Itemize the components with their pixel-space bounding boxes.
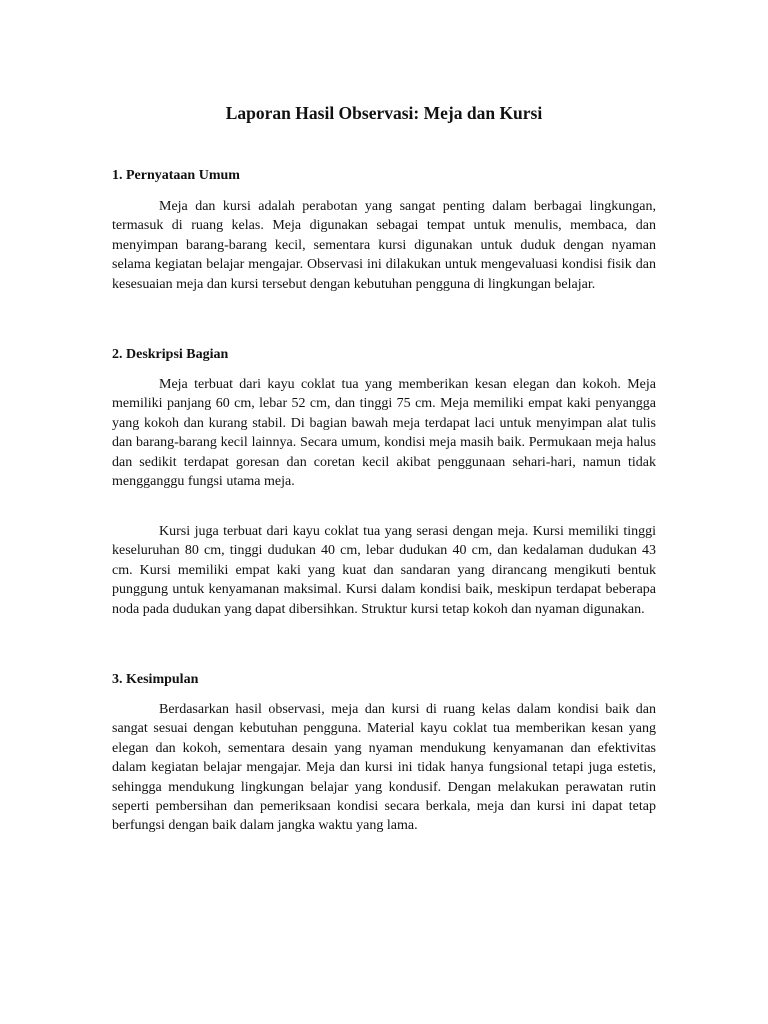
section-heading-kesimpulan: 3. Kesimpulan	[112, 672, 199, 687]
section-heading-deskripsi-bagian: 2. Deskripsi Bagian	[112, 347, 229, 362]
paragraph-deskripsi-meja: Meja terbuat dari kayu coklat tua yang memberikan kesan elegan dan kokoh. Meja memiliki panjang 60 cm, lebar 52 cm, dan tinggi 75 cm. Meja memiliki empat kaki penyangga yang kokoh dan kurang stabil. Di bagian bawah meja terdapat laci untuk menyimpan alat tulis dan barang-barang kecil lainnya. Secara umum, kondisi meja masih baik. Permukaan meja halus dan sedikit terdapat goresan dan coretan kecil akibat penggunaan sehari-hari, namun tidak mengganggu fungsi utama meja.	[112, 377, 656, 490]
document-title: Laporan Hasil Observasi: Meja dan Kursi	[225, 103, 543, 123]
paragraph-pernyataan-umum: Meja dan kursi adalah perabotan yang sangat penting dalam berbagai lingkungan, termasuk di ruang kelas. Meja digunakan sebagai tempat untuk menulis, membaca, dan menyimpan barang-barang kecil, sementara kursi digunakan untuk duduk dengan nyaman selama kegiatan belajar mengajar. Observasi ini dilakukan untuk mengevaluasi kondisi fisik dan kesesuaian meja dan kursi tersebut dengan kebutuhan pengguna di lingkungan belajar.	[112, 199, 656, 292]
section-heading-pernyataan-umum: 1. Pernyataan Umum	[112, 168, 240, 183]
paragraph-deskripsi-kursi: Kursi juga terbuat dari kayu coklat tua yang serasi dengan meja. Kursi memiliki tinggi keseluruhan 80 cm, tinggi dudukan 40 cm, lebar dudukan 40 cm, dan kedalaman dudukan 43 cm. Kursi memiliki empat kaki yang kuat dan sandaran yang dirancang mengikuti bentuk punggung untuk kenyamanan maksimal. Kursi dalam kondisi baik, meskipun terdapat beberapa noda pada dudukan yang dapat dibersihkan. Struktur kursi tetap kokoh dan nyaman digunakan.	[112, 524, 656, 617]
paragraph-kesimpulan: Berdasarkan hasil observasi, meja dan kursi di ruang kelas dalam kondisi baik dan sangat sesuai dengan kebutuhan pengguna. Material kayu coklat tua memberikan kesan yang elegan dan kokoh, sementara desain yang nyaman mendukung kenyamanan dan efektivitas dalam kegiatan belajar mengajar. Meja dan kursi ini tidak hanya fungsional tetapi juga estetis, sehingga mendukung lingkungan belajar yang kondusif. Dengan melakukan perawatan rutin seperti pembersihan dan pemeriksaan kondisi secara berkala, meja dan kursi ini dapat tetap berfungsi dengan baik dalam jangka waktu yang lama.	[112, 702, 656, 834]
